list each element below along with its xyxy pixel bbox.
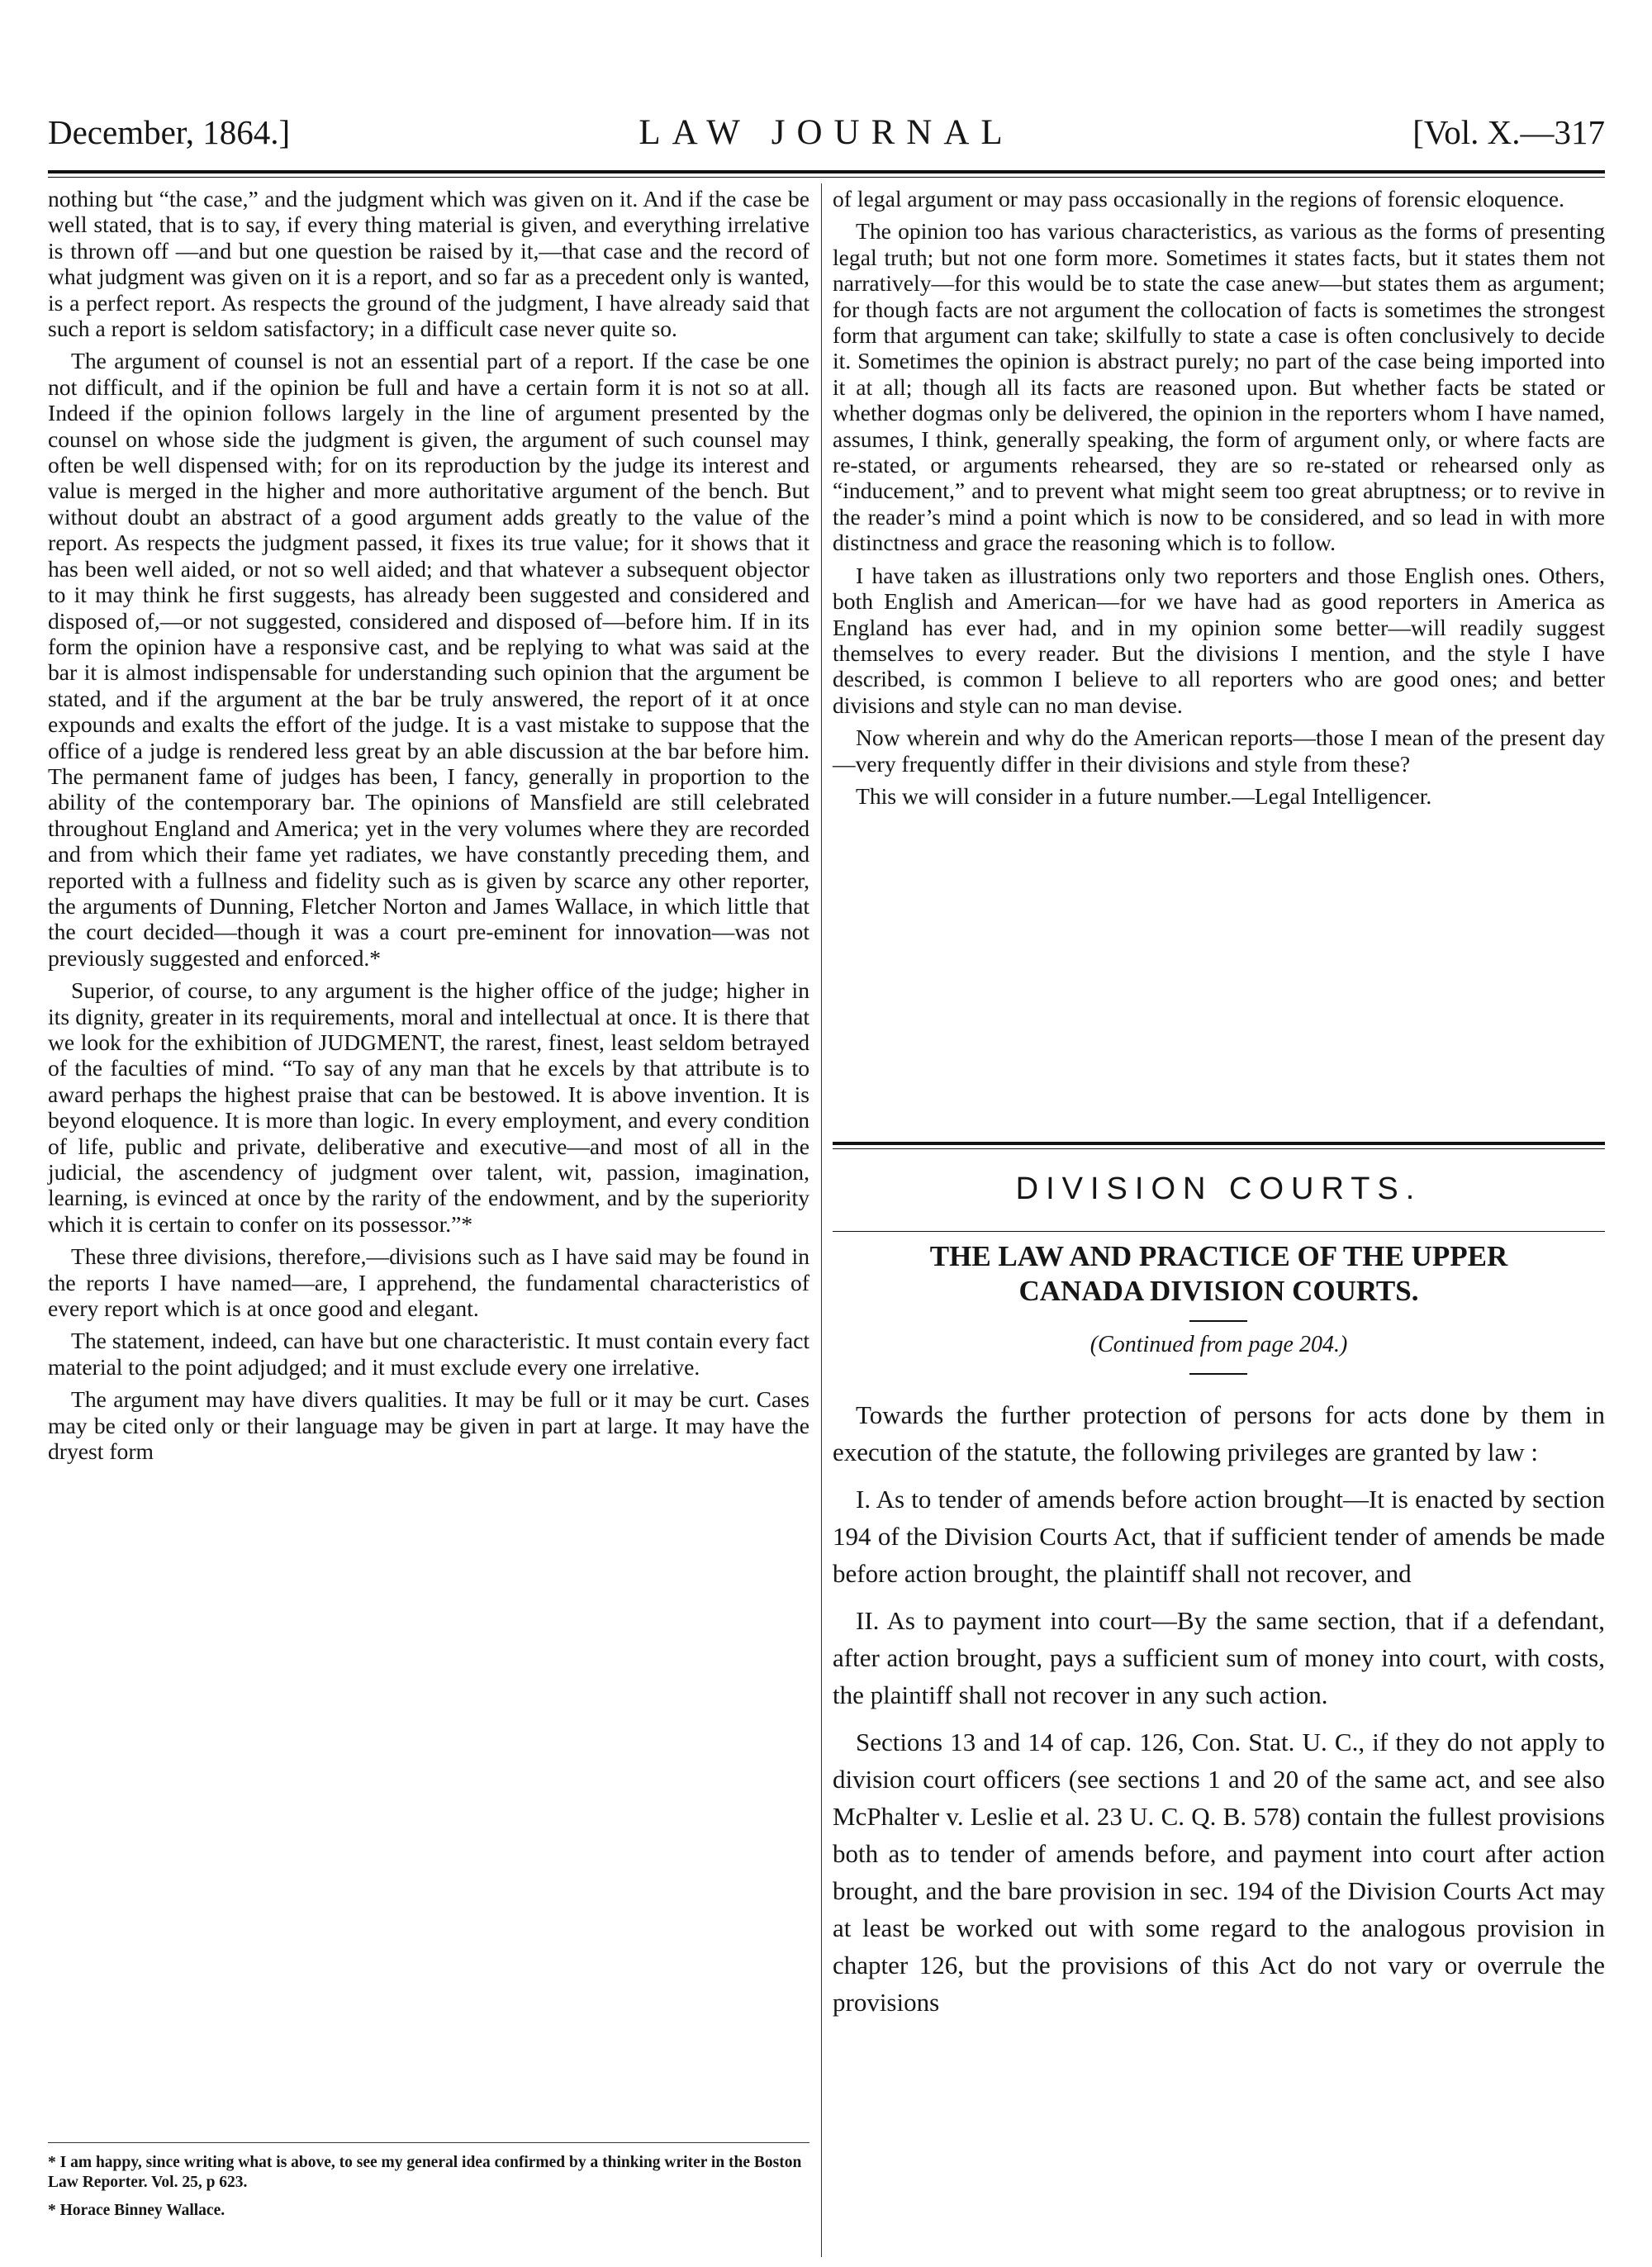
- paragraph: I. As to tender of amends before action brought—It is enacted by section 194 of the Division Courts Act, that if sufficient tender of amends be made before action brought, the plaintiff shall not recover, and: [833, 1485, 1605, 1588]
- section-heading: DIVISION COURTS.: [1015, 1172, 1422, 1206]
- journal-title: LAW JOURNAL: [638, 113, 1014, 152]
- paragraph: The argument may have divers qualities. It may be full or it may be curt. Cases may be cited only or their language may be given in part at large. It may have the dryest form: [48, 1386, 809, 1465]
- short-rule: [1189, 1373, 1247, 1375]
- paragraph: Now wherein and why do the American reports—those I mean of the present day—very frequently differ in their divisions and style from these?: [833, 725, 1605, 777]
- left-column: [48, 186, 809, 2119]
- paragraph: of legal argument or may pass occasionally in the regions of forensic eloquence.: [833, 186, 1565, 211]
- header-rule-thick: [48, 170, 1605, 173]
- header-rule-thin: [48, 177, 1605, 178]
- paragraph: nothing but “the case,” and the judgment which was given on it. And if the case be well stated, that is to say, if every thing material is given, and everything irrelative is thrown off —and but one question be raised by it,—that case and the record of what judgment was given on it is a report, and so far as a precedent only is wanted, is a perfect report. As respects the ground of the judgment, I have already said that such a report is seldom satisfactory; in a difficult case never quite so.: [48, 186, 809, 342]
- section-rule: [833, 1231, 1605, 1232]
- paragraph: Towards the further protection of persons for acts done by them in execution of the statute, the following privileges are granted by law :: [833, 1400, 1605, 1466]
- paragraph: II. As to payment into court—By the same section, that if a defendant, after action brought, pays a sufficient sum of money into court, with costs, the plaintiff shall not recover in any such action.: [833, 1606, 1605, 1709]
- paragraph: These three divisions, therefore,—divisions such as I have said may be found in the reports I have named—are, I apprehend, the fundamental characteristics of every report which is at once good and elegant.: [48, 1243, 809, 1322]
- paragraph: Superior, of course, to any argument is the higher office of the judge; higher in its dignity, greater in its requirements, moral and intellectual at once. It is there that we look for the exhibition of JUDGMENT, the rarest, finest, least seldom betrayed of the faculties of mind. “To say of any man that he excels by that attribute is to award perhaps the highest praise that can be bestowed. It is above invention. It is beyond eloquence. It is more than logic. In every employment, and every condition of life, public and private, deliberative and executive—and most of all in the judicial, the ascendency of judgment over talent, wit, passion, imagination, learning, is evinced at once by the rarity of the endowment, and by the superiority which it is certain to confer on its possessor.”*: [48, 977, 809, 1237]
- short-rule: [1189, 1320, 1247, 1322]
- article-title: [833, 1239, 1605, 1309]
- right-column-top: [833, 186, 1605, 809]
- article-title-line: THE LAW AND PRACTICE OF THE UPPER: [929, 1240, 1508, 1272]
- paragraph: The argument of counsel is not an essential part of a report. If the case be one not difficult, and if the opinion be full and have a certain form it is not so at all. Indeed if the opinion follows largely in the line of argument presented by the counsel on whose side the judgment is given, the argument of such counsel may often be well dispensed with; for on its reproduction by the judge its interest and value is merged in the higher and more authoritative argument of the bench. But without doubt an abstract of a good argument adds greatly to the value of the report. As respects the judgment passed, it fixes its true value; for it shows that it has been well aided, or not so well aided; and that whatever a subsequent objector to it may think he first suggests, has already been suggested and considered and disposed of,—or not suggested, considered and disposed of—before him. If in its form the opinion have a responsive cast, and be replying to what was said at the bar it is almost indispensable for understanding such opinion that the argument be stated, and if the argument at the bar be truly answered, the report of it at once expounds and exalts the effort of the judge. It is a vast mistake to suppose that the office of a judge is rendered less great by an able discussion at the bar before him. The permanent fame of judges has been, I fancy, generally in proportion to the ability of the contemporary bar. The opinions of Mansfield are still celebrated throughout England and America; yet in the very volumes where they are recorded and from which their fame yet radiates, we have constantly preceding them, and reported with a fullness and fidelity such as is given by scarce any other reporter, the arguments of Dunning, Fletcher Norton and James Wallace, in which little that the court decided—though it was a court pre-eminent for innovation—was not previously suggested and enforced.*: [48, 348, 809, 971]
- page-header: [48, 112, 1605, 167]
- right-column-bottom: [833, 1396, 1605, 2021]
- footnote-rule: [48, 2142, 809, 2143]
- volume-page: [Vol. X.—317: [1412, 113, 1605, 151]
- paragraph: The statement, indeed, can have but one characteristic. It must contain every fact material to the point adjudged; and it must exclude every one irrelative.: [48, 1328, 809, 1380]
- paragraph: The opinion too has various characteristics, as various as the forms of presenting legal truth; but not one form more. Sometimes it states facts, but it states them not narratively—for this would be to state the case anew—but states them as argument; for though facts are not argument the collocation of facts is sometimes the strongest form that argument can take; skilfully to state a case is often conclusively to decide it. Sometimes the opinion is abstract purely; no part of the case being imported into it at all; though all its facts are reasoned upon. But whether facts be stated or whether dogmas only be delivered, the opinion in the reporters whom I have named, assumes, I think, generally speaking, the form of argument only, or where facts are re-stated, or arguments rehearsed, they are so re-stated or rehearsed only as “inducement,” and to prevent what might seem too great abruptness; or to revive in the reader’s mind a point which is now to be considered, and so lead in with more distinctness and grace the reasoning which is to follow.: [833, 218, 1605, 556]
- article-title-line: CANADA DIVISION COURTS.: [1018, 1275, 1419, 1307]
- section-rule-thick: [833, 1142, 1605, 1145]
- section-rule-thin: [833, 1148, 1605, 1149]
- continued-note: (Continued from page 204.): [1089, 1332, 1348, 1357]
- issue-date: December, 1864.]: [48, 113, 291, 151]
- paragraph: I have taken as illustrations only two reporters and those English ones. Others, both English and American—for we have had as good reporters in America as England has ever had, and in my opinion some better—will readily suggest themselves to every reader. But the divisions I mention, and the style I have described, is common I believe to all reporters who are good ones; and better divisions and style can no man devise.: [833, 562, 1605, 718]
- paragraph: Sections 13 and 14 of cap. 126, Con. Stat. U. C., if they do not apply to division court officers (see sections 1 and 20 of the same act, and see also McPhalter v. Leslie et al. 23 U. C. Q. B. 578) contain the fullest provisions both as to tender of amends before, and payment into court after action brought, and the bare provision in sec. 194 of the Division Courts Act may at least be worked out with some regard to the analogous provision in chapter 126, but the provisions of this Act do not vary or overrule the provisions: [833, 1728, 1605, 2017]
- paragraph: This we will consider in a future number.—Legal Intelligencer.: [856, 782, 1432, 809]
- footnotes: [48, 2153, 809, 2221]
- footnote: * I am happy, since writing what is above, to see my general idea confirmed by a thinking writer in the Boston Law Reporter. Vol. 25, p 623.: [48, 2154, 802, 2191]
- footnote: * Horace Binney Wallace.: [48, 2202, 225, 2219]
- column-divider: [821, 183, 822, 2257]
